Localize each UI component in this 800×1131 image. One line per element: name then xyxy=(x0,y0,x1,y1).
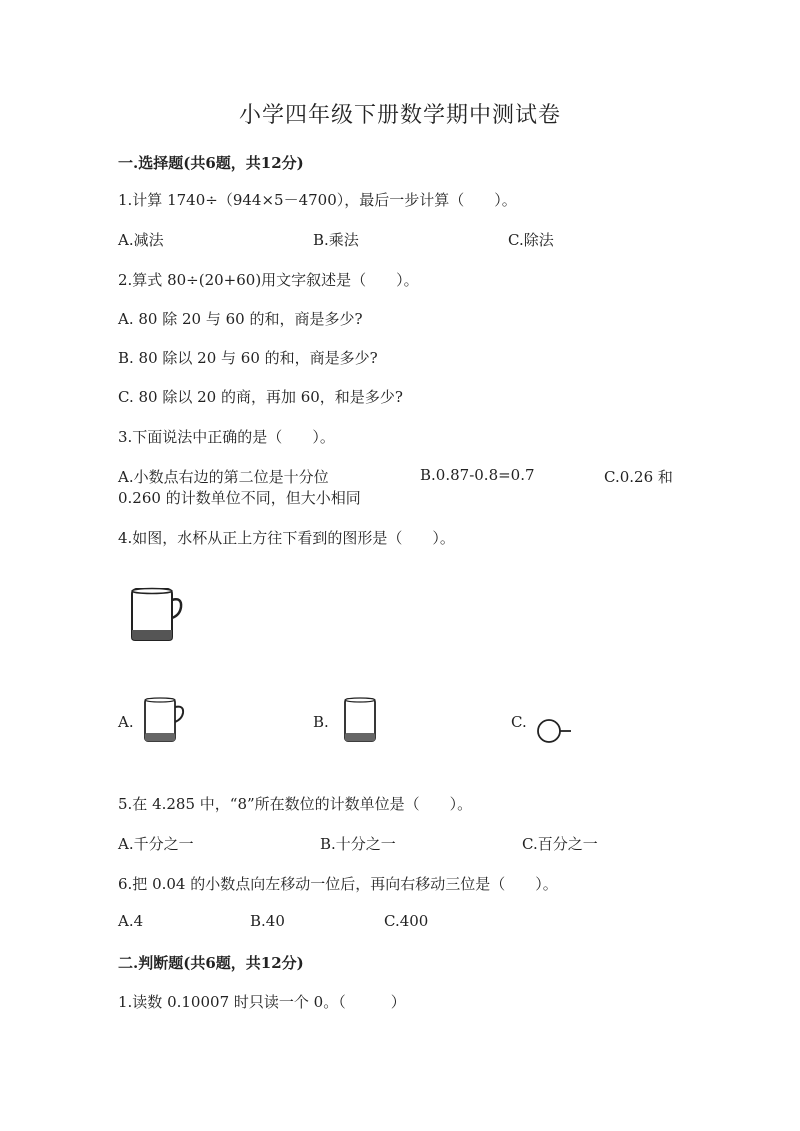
circle-top-view-icon xyxy=(533,716,577,746)
section-heading: 二.判断题(共6题，共12分) xyxy=(118,954,304,972)
option-c: C. 80 除以 20 的商，再加 60，和是多少? xyxy=(118,388,403,406)
option-b: B. xyxy=(313,713,329,731)
option-b: B.十分之一 xyxy=(320,835,396,853)
section-heading: 一.选择题(共6题，共12分) xyxy=(118,154,304,172)
mug-with-handle-icon xyxy=(140,695,188,745)
option-b: B.40 xyxy=(250,912,285,930)
option-c: C.百分之一 xyxy=(522,835,598,853)
option-c: C. xyxy=(511,713,527,731)
cup-side-view-icon xyxy=(340,695,380,745)
question-stem: 4.如图，水杯从正上方往下看到的图形是（ ）。 xyxy=(118,529,455,547)
question-stem: 1.计算 1740÷（944×5－4700），最后一步计算（ ）。 xyxy=(118,191,517,209)
question-stem: 5.在 4.285 中，“8”所在数位的计数单位是（ ）。 xyxy=(118,795,473,813)
question-stem: 1.读数 0.10007 时只读一个 0。（ ） xyxy=(118,993,406,1011)
option-a: A.千分之一 xyxy=(118,835,194,853)
option-a: A. 80 除 20 与 60 的和，商是多少? xyxy=(118,310,363,328)
option-a: A.4 xyxy=(118,912,144,930)
option-b: B.乘法 xyxy=(313,231,359,249)
option-b: B.0.87-0.8=0.7 xyxy=(420,466,535,484)
page-title: 小学四年级下册数学期中测试卷 xyxy=(238,103,561,128)
question-stem: 3.下面说法中正确的是（ ）。 xyxy=(118,428,335,446)
option-a: A.小数点右边的第二位是十分位 xyxy=(118,468,329,486)
option-c: C.400 xyxy=(384,912,429,930)
option-b: B. 80 除以 20 与 60 的和，商是多少? xyxy=(118,349,378,367)
option-c-continuation: 0.260 的计数单位不同，但大小相同 xyxy=(118,489,361,507)
option-c: C.除法 xyxy=(508,231,554,249)
option-c: C.0.26 和 xyxy=(604,468,673,486)
option-a: A. xyxy=(118,713,134,731)
mug-icon xyxy=(125,585,185,645)
question-stem: 2.算式 80÷(20+60)用文字叙述是（ ）。 xyxy=(118,271,419,289)
question-stem: 6.把 0.04 的小数点向左移动一位后，再向右移动三位是（ ）。 xyxy=(118,875,558,893)
option-a: A.减法 xyxy=(118,231,164,249)
